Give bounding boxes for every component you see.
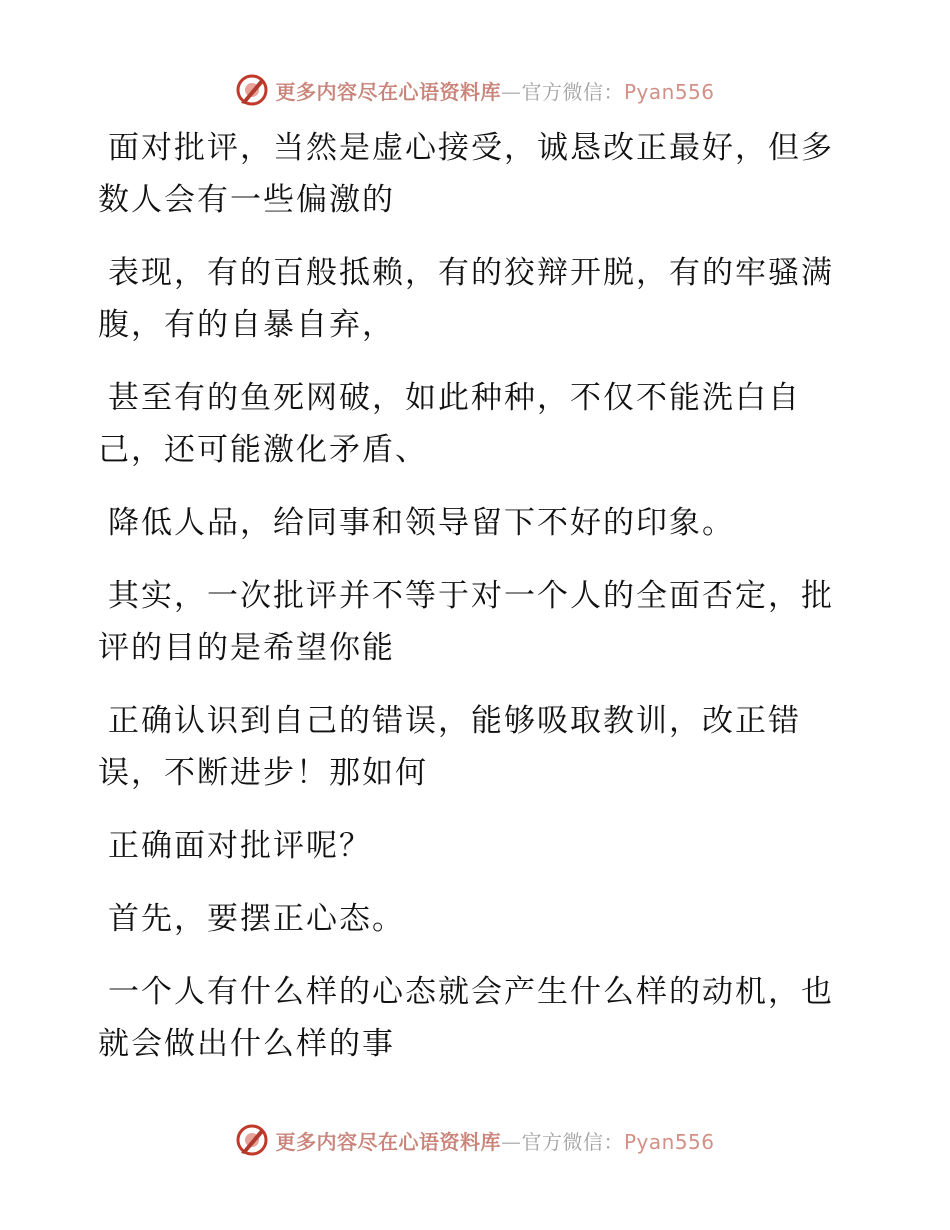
paragraph-4: 降低人品，给同事和领导留下不好的印象。 — [108, 505, 735, 541]
paragraph-8: 首先，要摆正心态。 — [108, 901, 405, 937]
paragraph-6: 正确认识到自己的错误，能够吸取教训，改正错误，不断进步！那如何 — [98, 703, 801, 791]
watermark-separator: — — [500, 79, 522, 104]
paragraph-9: 一个人有什么样的心态就会产生什么样的动机，也就会做出什么样的事 — [98, 974, 834, 1062]
watermark-wechat-id: Pyan556 — [623, 79, 715, 104]
paragraph-7: 正确面对批评呢？ — [108, 828, 372, 864]
quill-seal-icon — [235, 73, 269, 107]
paragraph-3: 甚至有的鱼死网破，如此种种，不仅不能洗白自己，还可能激化矛盾、 — [98, 380, 801, 468]
watermark-text — [275, 76, 714, 105]
watermark-lead: 更多内容尽在心语资料库 — [275, 1129, 501, 1154]
document-body — [98, 122, 838, 1091]
watermark-label: 官方微信： — [521, 1129, 624, 1154]
watermark-separator: — — [500, 1129, 522, 1154]
paragraph-2: 表现，有的百般抵赖，有的狡辩开脱，有的牢骚满腹，有的自暴自弃， — [98, 255, 834, 343]
paragraph-5: 其实，一次批评并不等于对一个人的全面否定，批评的目的是希望你能 — [98, 578, 834, 666]
watermark-lead: 更多内容尽在心语资料库 — [275, 79, 501, 104]
quill-seal-icon — [235, 1123, 269, 1157]
footer-watermark — [0, 1120, 950, 1160]
watermark-text — [275, 1126, 714, 1155]
paragraph-1: 面对批评，当然是虚心接受，诚恳改正最好，但多数人会有一些偏激的 — [98, 130, 834, 218]
watermark-wechat-id: Pyan556 — [623, 1129, 715, 1154]
watermark-label: 官方微信： — [521, 79, 624, 104]
header-watermark — [0, 70, 950, 110]
